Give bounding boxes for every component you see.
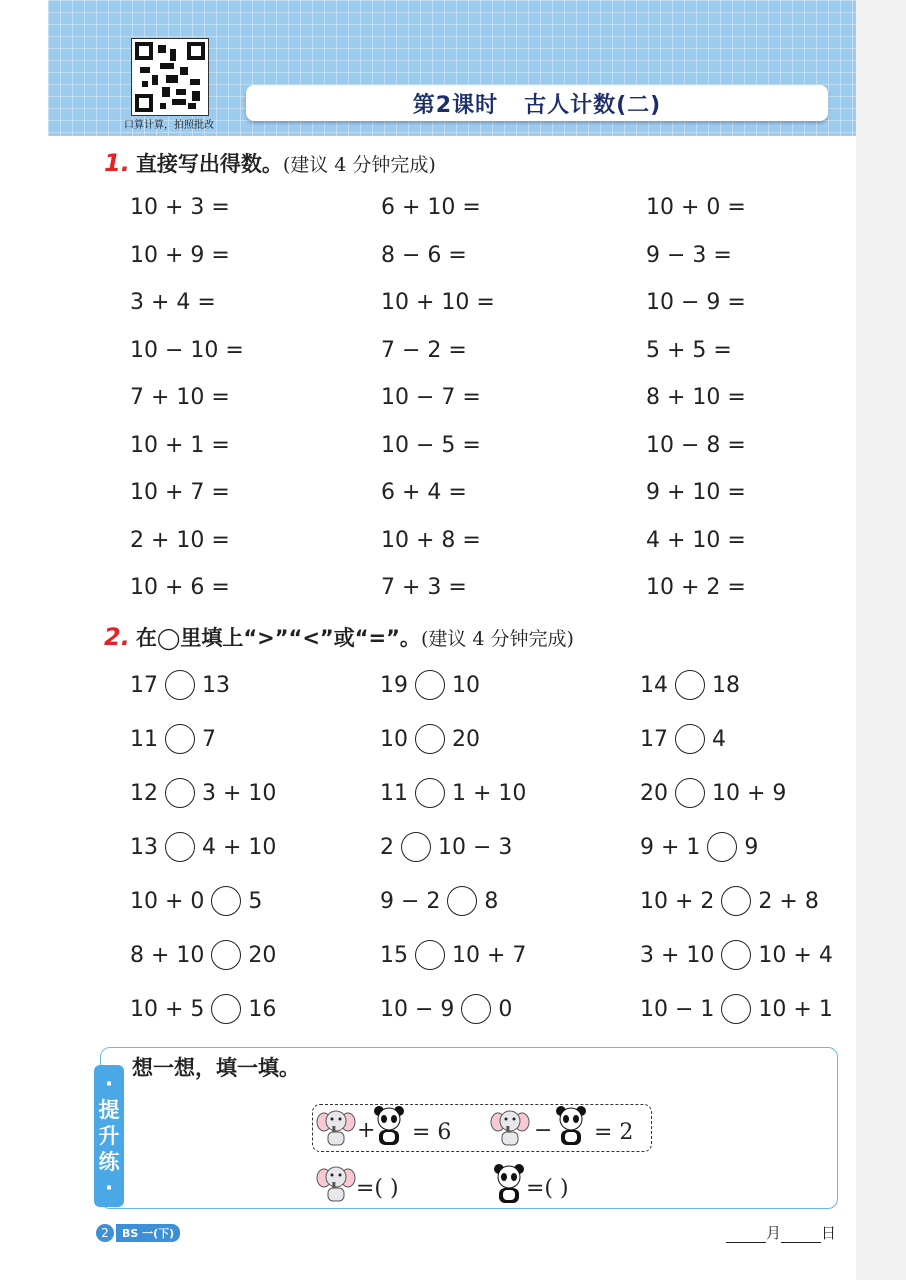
comparison-right: 10 − 3 xyxy=(438,834,513,860)
minus-sign: − xyxy=(534,1118,553,1143)
equation-item[interactable]: 6 + 10 = xyxy=(381,195,481,220)
equation-item[interactable]: 10 − 5 = xyxy=(381,432,481,458)
comparison-right: 10 xyxy=(452,672,480,698)
practice-tab-char: 提 xyxy=(98,1098,120,1122)
comparison-left: 9 + 1 xyxy=(640,834,701,860)
comparison-right: 0 xyxy=(498,996,513,1022)
day-blank[interactable] xyxy=(781,1228,821,1243)
page-number: 2 xyxy=(96,1224,114,1242)
book-label: BS 一(下) xyxy=(116,1224,180,1242)
equation-item[interactable]: 10 + 10 = xyxy=(381,290,495,315)
comparison-item xyxy=(640,832,758,862)
lesson-label: 第2课时 xyxy=(412,92,499,118)
comparison-item xyxy=(380,994,512,1024)
answer-circle[interactable] xyxy=(165,778,195,808)
elephant-icon xyxy=(316,1162,356,1204)
practice-tab-char: 练 xyxy=(98,1150,120,1174)
answer-circle[interactable] xyxy=(675,778,705,808)
comparison-item xyxy=(130,886,262,916)
equation-item[interactable]: 10 + 3 = xyxy=(130,195,230,220)
answer-circle[interactable] xyxy=(707,832,737,862)
comparison-left: 11 xyxy=(130,726,158,752)
comparison-item xyxy=(130,994,276,1024)
equation-item[interactable]: 3 + 4 = xyxy=(130,290,216,315)
comparison-right: 4 + 10 xyxy=(202,834,277,860)
equation-item[interactable]: 10 + 1 = xyxy=(130,432,230,458)
equation-item[interactable]: 10 + 6 = xyxy=(130,575,230,600)
comparison-item xyxy=(380,832,512,862)
comparison-item xyxy=(380,940,526,970)
comparison-right: 9 xyxy=(744,834,759,860)
answer-circle[interactable] xyxy=(415,670,445,700)
answer-circle[interactable] xyxy=(415,940,445,970)
comparison-item xyxy=(380,886,498,916)
answer-circle[interactable] xyxy=(165,832,195,862)
page-title xyxy=(246,85,828,121)
question-1-instruction: 直接写出得数。 xyxy=(135,152,283,176)
comparison-left: 12 xyxy=(130,780,158,806)
comparison-right: 7 xyxy=(202,726,216,752)
comparison-left: 13 xyxy=(130,834,158,860)
comparison-left: 11 xyxy=(380,780,408,806)
equation-item[interactable]: 9 + 10 = xyxy=(646,480,746,505)
lesson-topic: 古人计数(二) xyxy=(524,92,662,118)
comparison-left: 15 xyxy=(380,942,408,968)
elephant-answer-blank[interactable]: =( ) xyxy=(356,1176,399,1201)
answer-circle[interactable] xyxy=(211,886,241,916)
practice-title: 想一想，填一填。 xyxy=(132,1056,300,1080)
equation-item[interactable]: 9 − 3 = xyxy=(646,242,732,268)
equation-item[interactable]: 5 + 5 = xyxy=(646,337,732,363)
equation-item[interactable]: 8 − 6 = xyxy=(381,242,467,268)
page-edge xyxy=(856,0,906,1280)
comparison-left: 9 − 2 xyxy=(380,888,441,914)
comparison-item xyxy=(640,886,819,916)
equation-item[interactable]: 10 − 9 = xyxy=(646,290,746,315)
equation-item[interactable]: 4 + 10 = xyxy=(646,527,746,553)
qr-caption: 口算计算，拍照批改 xyxy=(124,120,214,131)
comparison-item xyxy=(380,778,526,808)
comparison-left: 10 + 5 xyxy=(130,996,205,1022)
equation-2-result: = 2 xyxy=(594,1120,634,1145)
answer-circle[interactable] xyxy=(447,886,477,916)
practice-tab-char: 升 xyxy=(98,1124,120,1148)
comparison-left: 3 + 10 xyxy=(640,942,715,968)
comparison-right: 10 + 4 xyxy=(758,942,833,968)
elephant-icon xyxy=(490,1106,530,1148)
page-number-badge xyxy=(96,1224,180,1242)
equation-item[interactable]: 10 + 2 = xyxy=(646,575,746,600)
comparison-left: 20 xyxy=(640,780,668,806)
date-fields xyxy=(726,1222,836,1243)
panda-answer-blank[interactable]: =( ) xyxy=(526,1176,569,1201)
comparison-item xyxy=(380,670,480,700)
comparison-item xyxy=(130,670,230,700)
comparison-right: 8 xyxy=(484,888,499,914)
equation-item[interactable]: 10 − 8 = xyxy=(646,432,746,458)
comparison-right: 3 + 10 xyxy=(202,780,277,806)
answer-circle[interactable] xyxy=(675,670,705,700)
question-2-hint: (建议 4 分钟完成) xyxy=(420,628,574,650)
question-2-number: 2. xyxy=(104,623,130,651)
month-blank[interactable] xyxy=(726,1228,766,1243)
equation-item[interactable]: 10 − 10 = xyxy=(130,337,244,363)
comparison-item xyxy=(130,940,276,970)
comparison-left: 10 + 0 xyxy=(130,888,205,914)
equation-item[interactable]: 10 + 8 = xyxy=(381,527,481,553)
comparison-left: 14 xyxy=(640,672,668,698)
answer-circle[interactable] xyxy=(721,940,751,970)
plus-sign: + xyxy=(357,1118,376,1143)
equation-item[interactable]: 10 − 7 = xyxy=(381,385,481,410)
comparison-right: 18 xyxy=(712,672,740,698)
answer-circle[interactable] xyxy=(211,940,241,970)
answer-circle[interactable] xyxy=(211,994,241,1024)
comparison-left: 17 xyxy=(130,672,158,698)
question-2-instruction: 在◯里填上“>”“<”或“=”。 xyxy=(135,626,421,650)
answer-circle[interactable] xyxy=(721,886,751,916)
equation-item[interactable]: 6 + 4 = xyxy=(381,480,467,505)
comparison-left: 2 xyxy=(380,834,394,860)
comparison-right: 16 xyxy=(248,996,277,1022)
comparison-left: 17 xyxy=(640,726,668,752)
panda-icon xyxy=(554,1104,588,1148)
comparison-left: 10 − 9 xyxy=(380,996,455,1022)
panda-icon xyxy=(492,1162,526,1206)
equation-item[interactable]: 8 + 10 = xyxy=(646,385,746,410)
answer-circle[interactable] xyxy=(401,832,431,862)
comparison-right: 5 xyxy=(248,888,263,914)
comparison-left: 10 − 1 xyxy=(640,996,715,1022)
comparison-item xyxy=(640,778,786,808)
comparison-item xyxy=(380,724,480,754)
answer-circle[interactable] xyxy=(165,724,195,754)
equation-item[interactable]: 2 + 10 = xyxy=(130,527,230,553)
month-label: 月 xyxy=(766,1224,782,1242)
comparison-right: 10 + 1 xyxy=(758,996,833,1022)
answer-circle[interactable] xyxy=(461,994,491,1024)
answer-circle[interactable] xyxy=(675,724,705,754)
answer-circle[interactable] xyxy=(165,670,195,700)
equation-item[interactable]: 10 + 7 = xyxy=(130,480,230,505)
comparison-left: 8 + 10 xyxy=(130,942,205,968)
comparison-item xyxy=(130,832,276,862)
comparison-item xyxy=(130,724,216,754)
qr-code-icon[interactable] xyxy=(131,38,209,116)
comparison-item xyxy=(640,670,740,700)
comparison-item xyxy=(640,940,833,970)
equation-1-result: = 6 xyxy=(412,1120,452,1145)
comparison-left: 19 xyxy=(380,672,408,698)
day-label: 日 xyxy=(821,1224,837,1242)
equation-item[interactable]: 10 + 0 = xyxy=(646,195,746,220)
comparison-right: 1 + 10 xyxy=(452,780,527,806)
equation-item[interactable]: 7 − 2 = xyxy=(381,337,467,363)
comparison-right: 20 xyxy=(452,726,480,752)
question-2-heading xyxy=(104,622,574,652)
equation-item[interactable]: 7 + 10 = xyxy=(130,385,230,410)
question-1-heading xyxy=(104,148,436,178)
comparison-left: 10 + 2 xyxy=(640,888,715,914)
panda-icon xyxy=(372,1104,406,1148)
comparison-left: 10 xyxy=(380,726,408,752)
comparison-right: 13 xyxy=(202,672,230,698)
elephant-icon xyxy=(316,1106,356,1148)
question-1-number: 1. xyxy=(104,149,130,177)
comparison-item xyxy=(640,724,726,754)
comparison-right: 20 xyxy=(248,942,277,968)
comparison-item xyxy=(130,778,276,808)
equation-item[interactable]: 10 + 9 = xyxy=(130,242,230,268)
question-1-hint: (建议 4 分钟完成) xyxy=(282,154,436,176)
comparison-right: 10 + 7 xyxy=(452,942,527,968)
answer-circle[interactable] xyxy=(415,778,445,808)
comparison-right: 4 xyxy=(712,726,726,752)
comparison-right: 2 + 8 xyxy=(758,888,819,914)
equation-item[interactable]: 7 + 3 = xyxy=(381,575,467,600)
practice-tab: · 提 升 练 · xyxy=(94,1065,124,1207)
answer-circle[interactable] xyxy=(721,994,751,1024)
comparison-item xyxy=(640,994,833,1024)
comparison-right: 10 + 9 xyxy=(712,780,787,806)
answer-circle[interactable] xyxy=(415,724,445,754)
